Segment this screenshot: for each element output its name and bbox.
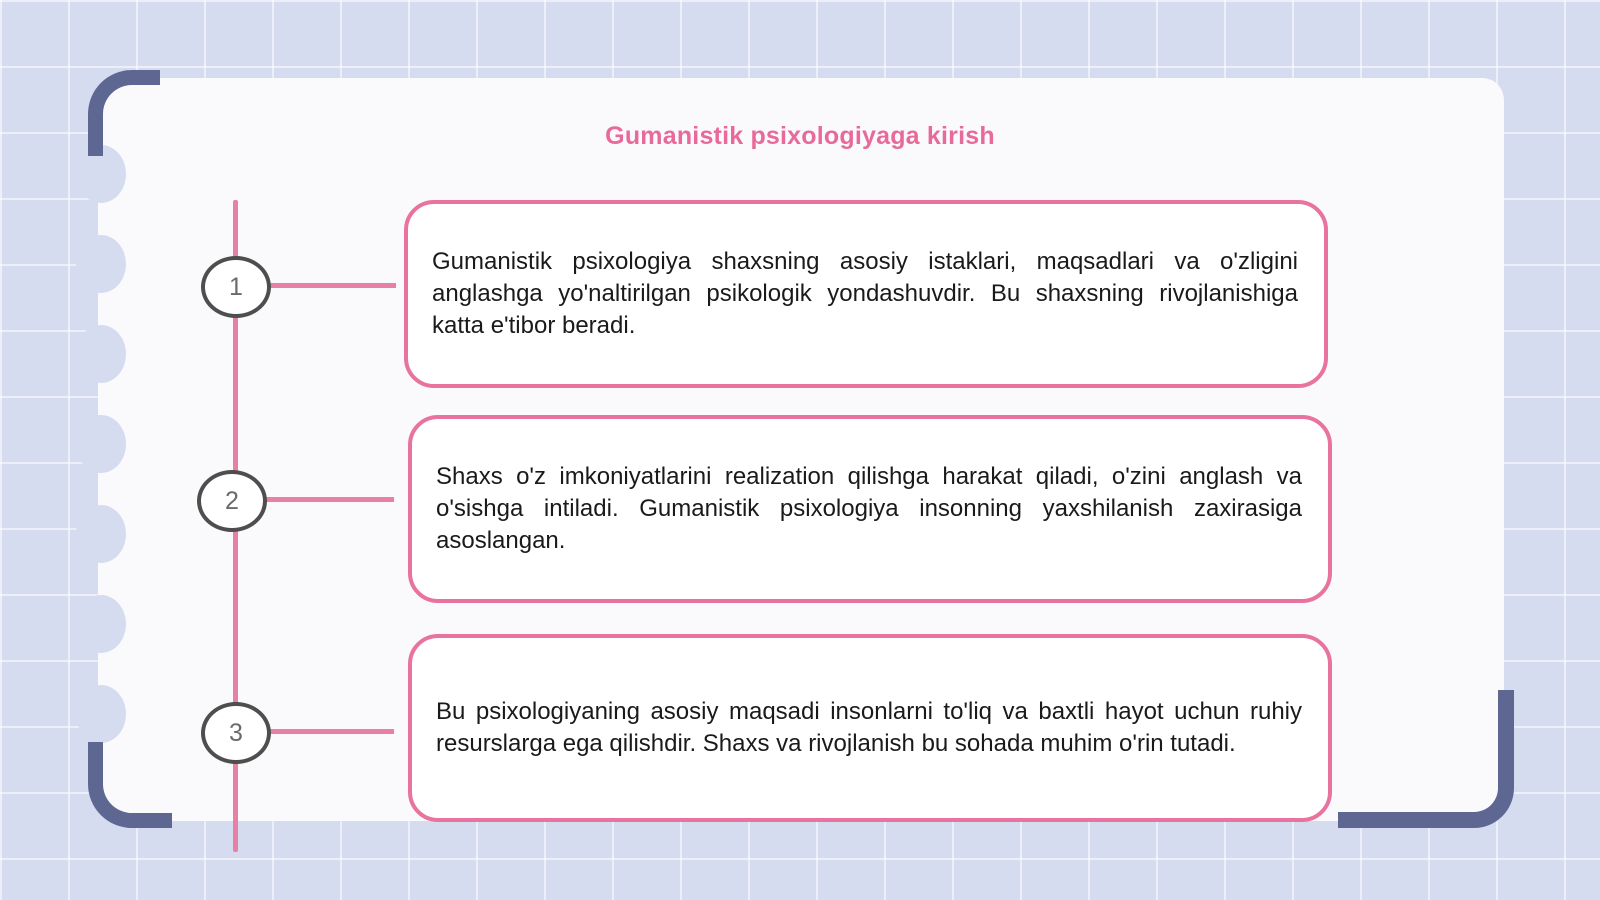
step-text: Bu psixologiyaning asosiy maqsadi insonlarni to'liq va baxtli hayot uchun ruhiy resurslarga ega qilishdir. Shaxs va rivojlanish bu sohada muhim o'rin tutadi. [436, 698, 1302, 757]
timeline-connector [262, 497, 394, 502]
timeline-connector [266, 283, 396, 288]
step-card [408, 415, 1332, 603]
slide-title: Gumanistik psixologiyaga kirish [605, 122, 995, 150]
paper-scallop [76, 235, 126, 293]
paper-scallop [76, 325, 126, 383]
frame-corner-bottom-right [1338, 690, 1514, 828]
timeline-connector [266, 729, 394, 734]
paper-scallop [76, 685, 126, 743]
paper-scallop [76, 415, 126, 473]
step-number-badge: 1 [201, 256, 271, 318]
paper-scallop [76, 595, 126, 653]
step-card [408, 634, 1332, 822]
frame-corner-bottom-left [88, 742, 172, 828]
step-card [404, 200, 1328, 388]
paper-scallop [76, 505, 126, 563]
step-text: Shaxs o'z imkoniyatlarini realization qilishga harakat qiladi, o'zini anglash va o'sishga intiladi. Gumanistik psixologiya insonning yaxshilanish zaxirasiga asoslangan. [436, 463, 1302, 554]
step-number-badge: 3 [201, 702, 271, 764]
step-text: Gumanistik psixologiya shaxsning asosiy istaklari, maqsadlari va o'zligini anglashga yo'naltirilgan psikologik yondashuvdir. Bu shaxsning rivojlanishiga katta e'tibor beradi. [432, 248, 1298, 339]
frame-corner-top-left [88, 70, 160, 156]
step-number-badge: 2 [197, 470, 267, 532]
